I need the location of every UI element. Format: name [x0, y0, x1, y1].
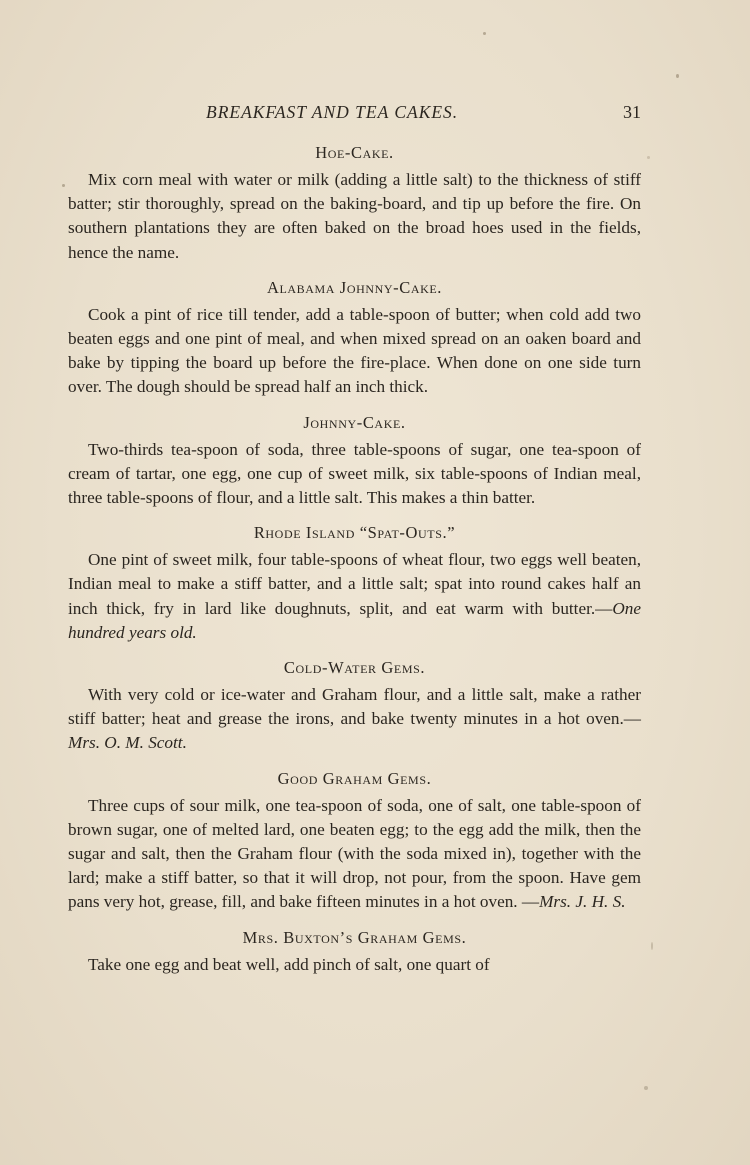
recipe-title	[68, 768, 641, 790]
recipe-title-text: Mrs. Buxton’s Graham Gems.	[242, 927, 467, 947]
paper-speck	[644, 1086, 648, 1090]
page-number: 31	[623, 102, 641, 122]
recipe-title	[68, 657, 641, 679]
paper-speck	[62, 184, 65, 187]
recipe-title-text: Alabama Johnny-Cake.	[266, 277, 443, 297]
recipe-title	[68, 522, 641, 544]
recipe-title-text: Johnny-Cake.	[303, 412, 406, 432]
recipe-attribution: One hundred years old.	[68, 598, 641, 642]
recipe-title	[68, 412, 641, 434]
recipe-title-text: Rhode Island “Spat-Outs.”	[253, 523, 456, 543]
recipe-body	[68, 953, 641, 977]
recipe-johnny-cake	[68, 412, 641, 511]
paper-speck	[647, 156, 650, 159]
recipe-title	[68, 927, 641, 949]
recipe-alabama-johnny-cake	[68, 277, 641, 400]
running-head	[68, 102, 641, 130]
recipe-buxton-graham-gems	[68, 927, 641, 977]
running-title: BREAKFAST AND TEA CAKES.	[206, 102, 459, 122]
recipe-title-text: Good Graham Gems.	[277, 768, 432, 788]
recipe-title	[68, 277, 641, 299]
recipe-body	[68, 548, 641, 645]
paper-speck	[651, 942, 653, 950]
recipe-body	[68, 683, 641, 756]
recipe-body-text: Three cups of sour milk, one tea-spoon of soda, one of salt, one table-spoon of brown sugar, one of melted lard, one beaten egg; to the egg add the milk, then the sugar and salt, then the Graham flour (with the soda mixed in), together with the lard; make a stiff batter, so that it will drop, not pour, from the spoon. Have gem pans very hot, grease, fill, and bake fifteen minutes in a hot oven. —	[68, 795, 641, 912]
recipe-cold-water-gems	[68, 657, 641, 756]
recipe-title-text: Hoe-Cake.	[315, 143, 394, 162]
recipe-body-text: Mix corn meal with water or milk (adding a little salt) to the thickness of stiff batter; stir thoroughly, spread on the baking-board, and tip up before the fire. On southern plantations they are often baked on the broad hoes used in the fields, hence the name.	[68, 170, 641, 262]
recipe-body	[68, 168, 641, 265]
recipe-body-text: Cook a pint of rice till tender, add a table-spoon of butter; when cold add two beaten eggs and one pint of meal, and when mixed spread on an oaken board and bake by tipping the board up before the fire-place. When done on one side turn over. The dough should be spread half an inch thick.	[68, 304, 641, 397]
recipe-good-graham-gems	[68, 768, 641, 915]
recipe-body	[68, 303, 641, 400]
paper-speck	[676, 74, 679, 78]
book-page	[68, 102, 641, 977]
paper-speck	[483, 32, 486, 35]
recipe-attribution: Mrs. J. H. S.	[539, 892, 626, 912]
recipe-body	[68, 794, 641, 915]
recipe-body-text: One pint of sweet milk, four table-spoons of wheat flour, two eggs well beaten, Indian meal to make a stiff batter, and a little salt; spat into round cakes half an inch thick, fry in lard like doughnuts, split, and eat warm with butter.—	[68, 550, 641, 618]
recipe-body-text: Two-thirds tea-spoon of soda, three table-spoons of sugar, one tea-spoon of cream of tartar, one egg, one cup of sweet milk, six table-spoons of Indian meal, three table-spoons of flour, and a little salt. This makes a thin batter.	[68, 439, 641, 508]
recipe-hoe-cake	[68, 142, 641, 265]
recipe-body-text: Take one egg and beat well, add pinch of salt, one quart of	[88, 954, 490, 974]
recipe-title	[68, 142, 641, 164]
recipe-title-text: Cold-Water Gems.	[283, 658, 426, 678]
recipe-spat-outs	[68, 522, 641, 645]
recipe-attribution: Mrs. O. M. Scott.	[68, 733, 187, 753]
recipe-body-text: With very cold or ice-water and Graham flour, and a little salt, make a rather stiff batter; heat and grease the irons, and bake twenty minutes in a hot oven.—	[68, 685, 641, 729]
recipe-body	[68, 438, 641, 511]
